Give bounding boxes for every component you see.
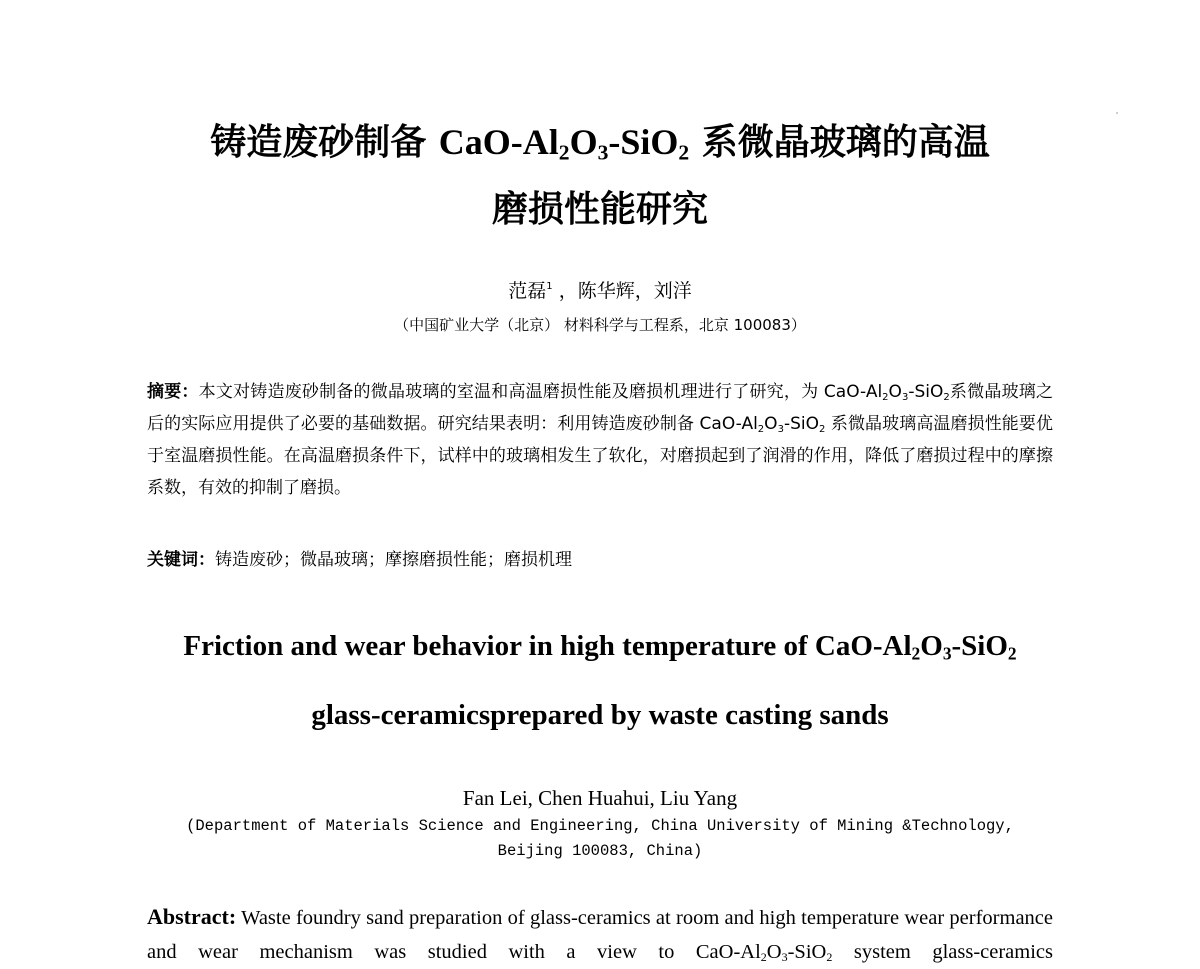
cn-abstract-label: 摘要： [147, 382, 199, 402]
cn-keywords: 关键词：铸造废砂；微晶玻璃；摩擦磨损性能；磨损机理 [147, 550, 572, 570]
cn-abstract: 摘要：本文对铸造废砂制备的微晶玻璃的室温和高温磨损性能及磨损机理进行了研究，为 CaO-$Al_2O_3-SiO_2$系微晶玻璃之后的实际应用提供了必要的基础数据。研究结果表明：利用铸造废砂制备 CaO-$Al_2O_3-SiO_2$ 系微晶玻璃高温磨损性能要优于室温磨损性能。在高温磨损条件下，试样中的玻璃相发生了软化，对磨损起到了润滑的作用，降低了磨损过程中的摩擦系数，有效的抑制了磨损。 [147, 382, 1053, 498]
cn-keywords-label: 关键词： [147, 550, 215, 570]
cn-affiliation: （中国矿业大学（北京） 材料科学与工程系，北京 100083） [394, 316, 806, 334]
en-affiliation-line-1: (Department of Materials Science and Engineering, China University of Mining &Technology, [186, 817, 1014, 835]
en-abstract-label: Abstract: [147, 904, 237, 929]
cn-authors: 范磊$^1$ ，陈华辉，刘洋 [508, 280, 692, 302]
en-affiliation-line-2: Beijing 100083, China) [497, 842, 703, 860]
en-title-line-2: glass-ceramicsprepared by waste casting sands [311, 699, 889, 731]
en-authors: Fan Lei, Chen Huahui, Liu Yang [462, 786, 738, 810]
scan-speck [1116, 112, 1118, 114]
cn-title-line-2: 磨损性能研究 [491, 189, 708, 230]
cn-title-line-1: 铸造废砂制备 CaO-$Al_2O_3-SiO_2$ 系微晶玻璃的高温 [210, 122, 990, 165]
en-abstract: Abstract: Waste foundry sand preparation of glass-ceramics at room and high temperature wear performance and wear mechanism was studied with a view to CaO-$Al_2O_3-SiO_2$ system glass-ceramics [147, 904, 1053, 964]
en-title-line-1: Friction and wear behavior in high temperature of CaO-$Al_2O_3-SiO_2$ [183, 630, 1017, 664]
